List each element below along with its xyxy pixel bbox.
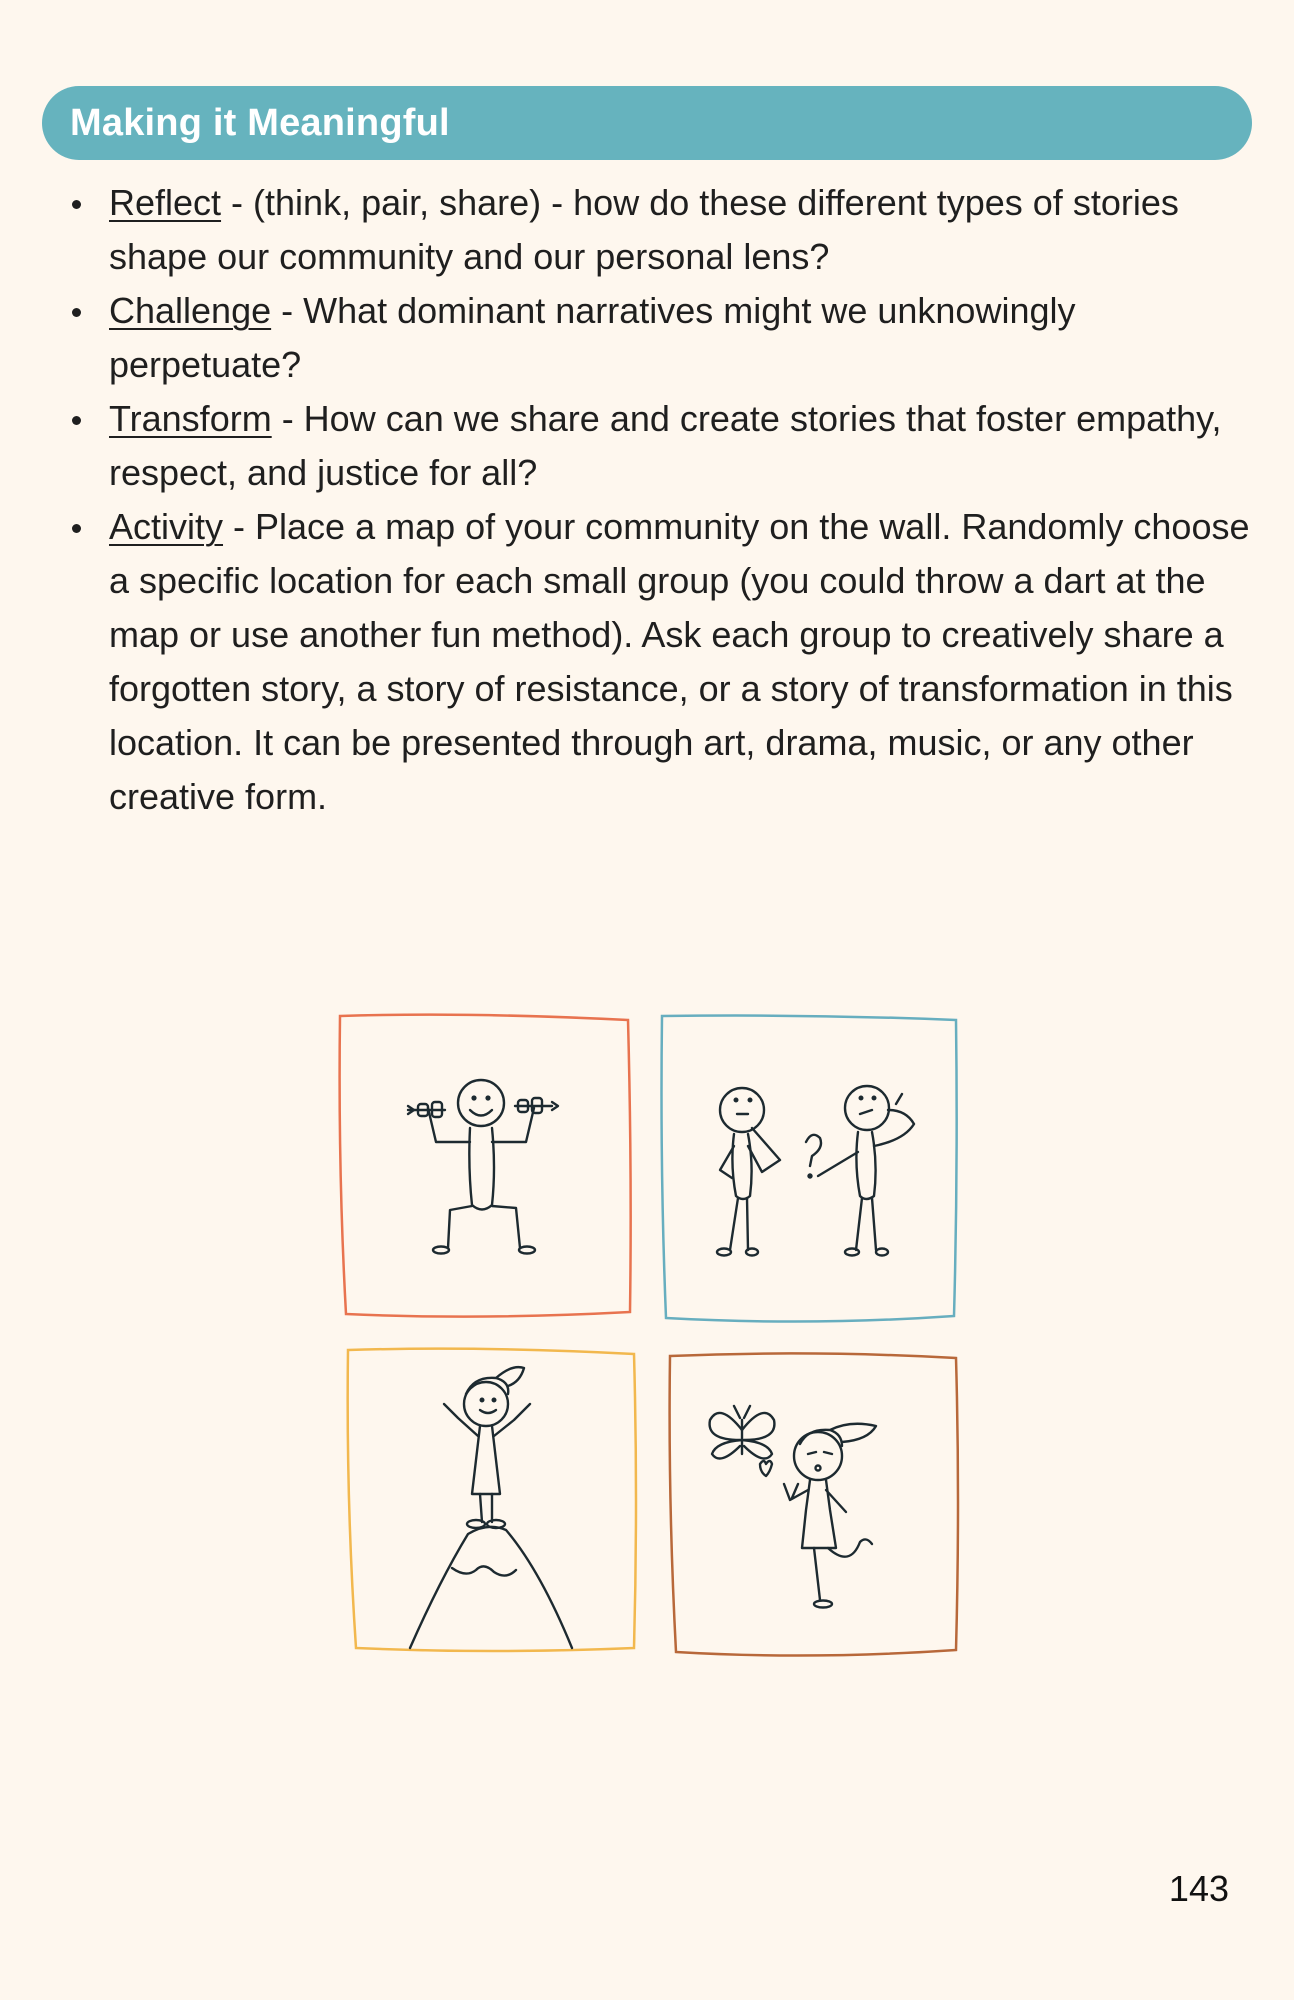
- section-title: Making it Meaningful: [70, 101, 450, 144]
- list-item-term: Activity: [109, 506, 224, 547]
- two-people-question-icon: [717, 1086, 914, 1256]
- page-number: 143: [1168, 1868, 1229, 1909]
- list-item-text: - (think, pair, share) - how do these different types of stories shape our community and our personal lens?: [109, 182, 1179, 277]
- list-item-text: - How can we share and create stories that foster empathy, respect, and justice for all?: [109, 398, 1222, 493]
- list-item-term: Reflect: [109, 182, 222, 223]
- list-item-text: - What dominant narratives might we unknowingly perpetuate?: [109, 290, 1076, 385]
- weightlifter-icon: [408, 1080, 558, 1254]
- illustration-frame: [670, 1353, 958, 1655]
- illustration-frame: [340, 1015, 631, 1317]
- list-item-text: - Place a map of your community on the wall. Randomly choose a specific location for each small group (you could throw a dart at the map or use another fun method). Ask each group to creatively share a forgotten story, a story of resistance, or a story of transformation in this location. It can be presented through art, drama, music, or any other creative form.: [109, 506, 1250, 817]
- girl-with-butterfly-icon: [710, 1406, 876, 1608]
- illustration-frame: [662, 1016, 957, 1322]
- list-item-term: Challenge: [109, 290, 272, 331]
- list-item-term: Transform: [109, 398, 272, 439]
- person-on-mountain-icon: [410, 1367, 572, 1648]
